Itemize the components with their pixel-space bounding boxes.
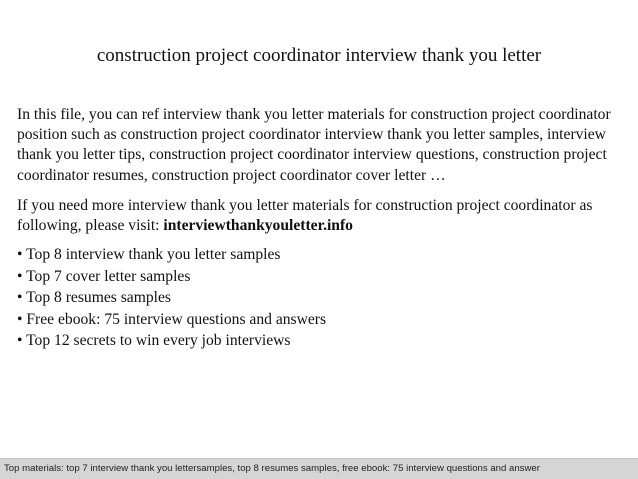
bullet-mark: • [17,267,23,285]
page-title: construction project coordinator interview thank you letter [96,45,542,66]
list-item [17,266,629,288]
bullet-mark: • [17,332,23,350]
bullet-mark: • [17,289,23,307]
list-item-text: Top 8 resumes samples [26,289,171,307]
document-body [17,105,629,352]
list-item-text: Top 12 secrets to win every job interviews [26,332,291,350]
list-item [17,287,629,309]
list-item-text: Top 8 interview thank you letter samples [26,246,281,264]
list-item [17,330,629,352]
list-item-text: Free ebook: 75 interview questions and answers [26,310,327,328]
visit-text: If you need more interview thank you letter materials for construction project coordinator as following, please visit: [17,196,593,235]
site-link[interactable]: interviewthankyouletter.info [163,217,353,235]
list-item [17,309,629,331]
visit-paragraph [17,196,629,236]
list-item [17,244,629,266]
intro-paragraph: In this file, you can ref interview thank you letter materials for construction project coordinator position such as construction project coordinator interview thank you letter samples, interview thank you letter tips, construction project coordinator interview questions, construction project coordinator resumes, construction project coordinator cover letter … [17,106,611,184]
bullet-mark: • [17,246,23,264]
footer-bar: Top materials: top 7 interview thank you lettersamples, top 8 resumes samples, free ebook: 75 interview questions and answer [0,458,638,479]
bullet-mark: • [17,310,23,328]
list-item-text: Top 7 cover letter samples [26,267,191,285]
materials-list [17,244,629,352]
